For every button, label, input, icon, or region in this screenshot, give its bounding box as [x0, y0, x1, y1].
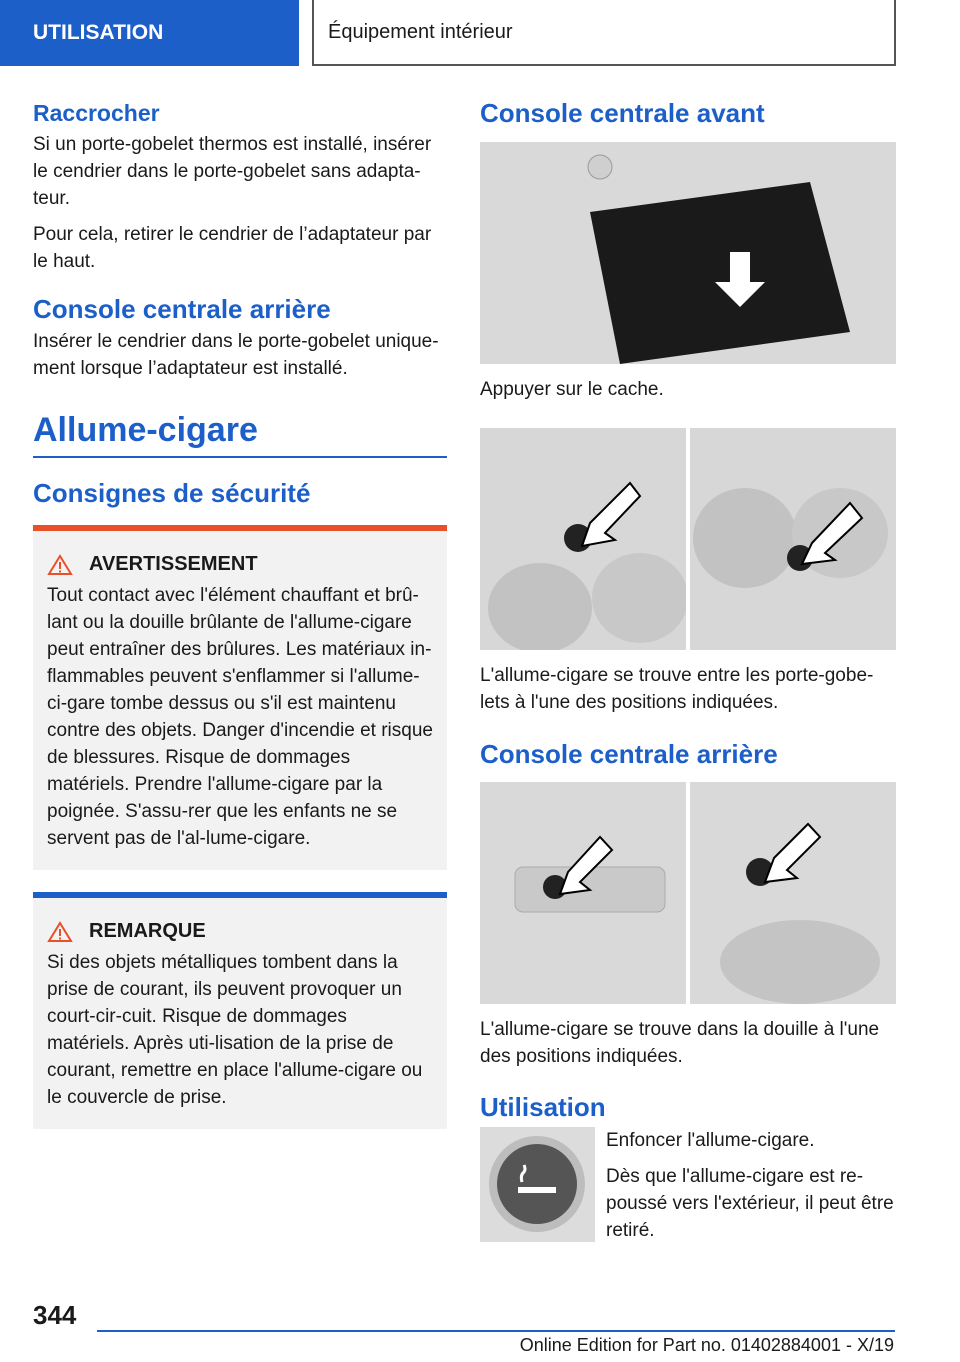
raccrocher-para-1: Si un porte-gobelet thermos est installé, insérer le cendrier dans le porte-gobelet sans adapta-teur. [33, 134, 432, 209]
cover-photo [480, 142, 896, 364]
rear-photo-left [480, 782, 686, 1004]
warning-triangle-icon [47, 554, 73, 576]
note-text: Si des objets métalliques tombent dans la prise de courant, ils peuvent provoquer un court-cir-cuit. Risque de dommages matériels. Après uti-lisation de la prise de courant, remettre en place l'allume-cigare ou le couvercle de prise. [47, 952, 423, 1108]
front-photo-right [690, 428, 896, 650]
front-left-illustration [480, 428, 686, 650]
warning-title: AVERTISSEMENT [89, 553, 258, 575]
consignes-heading: Consignes de sécurité [33, 478, 311, 508]
arriere-para: Insérer le cendrier dans le porte-gobelet unique-ment lorsque l’adaptateur est installé. [33, 331, 439, 379]
arriere-caption: L'allume-cigare se trouve dans la douille à l'une des positions indiquées. [480, 1019, 880, 1067]
cover-illustration [480, 142, 896, 364]
utilisation-para-1: Enfoncer l'allume-cigare. [606, 1130, 815, 1151]
front-console-photos [480, 428, 896, 650]
note-title: REMARQUE [89, 920, 206, 942]
rear-photo-right [690, 782, 896, 1004]
front-right-illustration [690, 428, 896, 650]
edition-text: Online Edition for Part no. 01402884001 - X/19 [519, 1335, 894, 1355]
front-photo-left [480, 428, 686, 650]
footer-rule [97, 1330, 895, 1332]
note-box [33, 892, 447, 1129]
rear-right-illustration [690, 782, 896, 1004]
warning-text: Tout contact avec l'élément chauffant et brû-lant ou la douille brûlante de l'allume-cigare peut entraîner des brûlures. Les matériaux in-flammables peuvent s'enflammer si l'allume-ci-gare tombe dessus ou s'il est maintenu contre des objets. Danger d'incendie et risque de blessures. Risque de dommages matériels. Prendre l'allume-cigare par la poignée. S'assu-rer que les enfants ne se servent pas de l'al-lume-cigare. [47, 585, 433, 849]
note-triangle-icon [47, 921, 73, 943]
warning-box [33, 525, 447, 870]
section-tab [0, 0, 299, 66]
chapter-label: Équipement intérieur [328, 20, 513, 43]
rear-left-illustration [480, 782, 686, 1004]
raccrocher-para-2: Pour cela, retirer le cendrier de l’adaptateur par le haut. [33, 224, 432, 272]
chapter-tab [312, 0, 896, 66]
raccrocher-heading: Raccrocher [33, 100, 160, 126]
utilisation-heading: Utilisation [480, 1092, 606, 1122]
avant-heading: Console centrale avant [480, 98, 765, 128]
section-label: UTILISATION [33, 21, 164, 44]
allume-heading: Allume-cigare [33, 411, 258, 449]
utilisation-text [606, 1127, 896, 1244]
rear-console-photos [480, 782, 896, 1004]
cigar-lighter-photo [480, 1127, 595, 1242]
right-arriere-heading: Console centrale arrière [480, 739, 778, 769]
allume-heading-block [33, 410, 447, 458]
cache-caption: Appuyer sur le cache. [480, 379, 664, 400]
arriere-heading: Console centrale arrière [33, 294, 331, 324]
page-number: 344 [33, 1300, 77, 1330]
utilisation-block [480, 1127, 896, 1244]
left-column [33, 100, 447, 1129]
cigar-lighter-icon [480, 1127, 595, 1242]
avant-caption: L'allume-cigare se trouve entre les porte-gobe-lets à l'une des positions indiquées. [480, 665, 874, 713]
utilisation-para-2: Dès que l'allume-cigare est re-poussé vers l'extérieur, il peut être retiré. [606, 1166, 894, 1241]
right-column [480, 100, 896, 1244]
